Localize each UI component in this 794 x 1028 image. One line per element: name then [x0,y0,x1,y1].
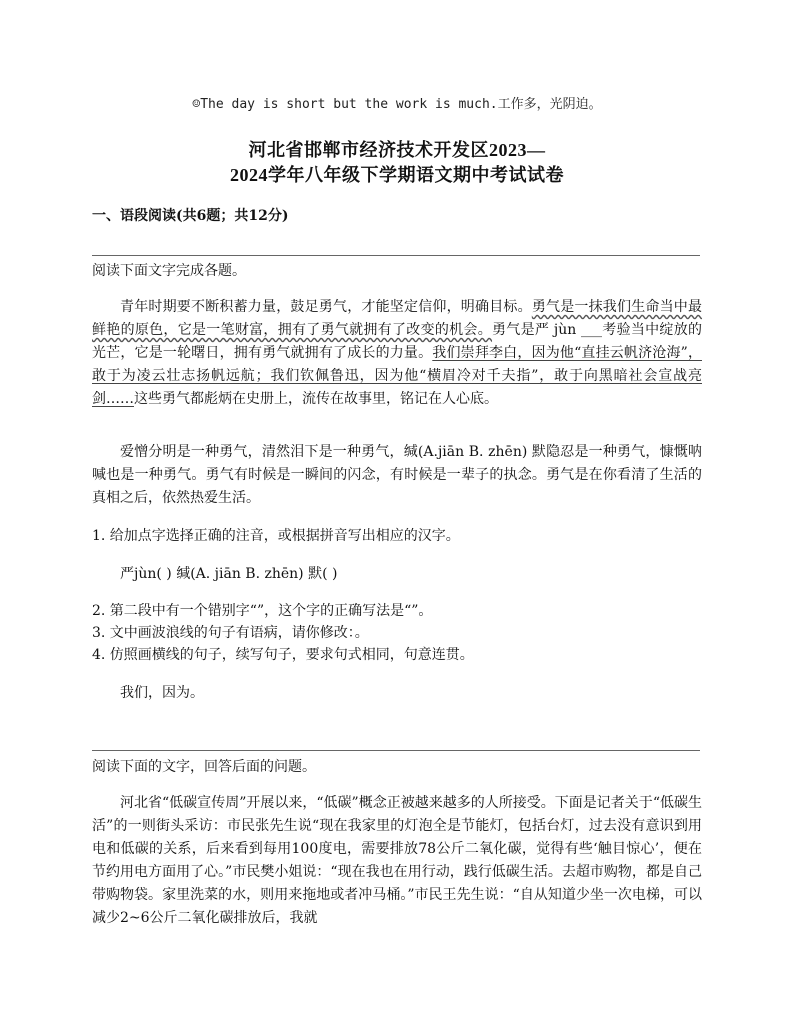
reading2-intro: 阅读下面的文字，回答后面的问题。 [92,759,316,775]
reading2-paragraph-1: 河北省“低碳宣传周”开展以来，“低碳”概念正被越来越多的人所接受。下面是记者关于“低碳生活”的一则街头采访：市民张先生说“现在我家里的灯泡全是节能灯，包括台灯，过去没有意识到用电和低碳的关系，后来看到每用100度电，需要排放78公斤二氧化碳，觉得有些‘触目惊心’，便在节约用电方面用了心。”市民樊小姐说：“现在我也在用行动，践行低碳生活。去超市购物，都是自己带购物袋。家里洗菜的水，则用来拖地或者冲马桶。”市民王先生说：“自从知道少坐一次电梯，可以减少2~6公斤二氧化碳排放后，我就 [92,795,702,926]
question-4-answer: 我们，因为。 [120,685,204,701]
p1-sentence-b: 勇气是严 jùn ___考验当中绽放的光芒，它是一轮曙日，拥有勇气就拥有了成长的力量。 [92,322,703,361]
question-3: 3. 文中画波浪线的句子有语病，请你修改：。 [92,625,369,641]
p1-underlined-sentence: 我们崇拜李白，因为他“直挂云帆济沧海”，敢于为凌云壮志扬帆远航；我们钦佩鲁迅，因为他“横眉冷对千夫指”，敢于向黑暗社会宣战亮剑…… [92,345,702,407]
question-2: 2. 第二段中有一个错别字“”，这个字的正确写法是“”。 [92,603,433,619]
p1-sentence-a: 青年时期要不断积蓄力量，鼓足勇气，才能坚定信仰，明确目标。 [120,299,532,315]
header-motto: ☺The day is short but the work is much.工作多，光阴迫。 [192,97,602,112]
p1-sentence-c: 这些勇气都彪炳在史册上，流传在故事里，铭记在人心底。 [134,391,498,407]
reading1-paragraph-2: 爱憎分明是一种勇气，清然泪下是一种勇气，缄(A.jiān B. zhēn) 默隐忍是一种勇气，慷慨呐喊也是一种勇气。勇气有时候是一瞬间的闪念，有时候是一辈子的执念。勇气是在你看清了生活的真相之后，依然热爱生活。 [92,444,702,506]
reading1-intro: 阅读下面文字完成各题。 [92,263,246,279]
question-4: 4. 仿照画横线的句子，续写句子，要求句式相同，句意连贯。 [92,647,474,663]
divider-top [92,255,700,256]
exam-title-line1: 河北省邯郸市经济技术开发区2023— [248,140,546,160]
exam-title-line2: 2024学年八年级下学期语文期中考试试卷 [230,165,564,185]
divider-bottom [92,750,700,751]
question-1: 1. 给加点字选择正确的注音，或根据拼音写出相应的汉字。 [92,528,460,544]
p1-wavy-sentence: 勇气是一抹我们生命当中最鲜艳的原色，它是一笔财富，拥有了勇气就拥有了改变的机会。 [92,299,703,338]
section-heading: 一、语段阅读(共6题；共12分) [92,208,289,224]
question-1-blanks: 严jùn( ) 缄(A. jiān B. zhēn) 默( ) [120,566,338,582]
reading1-paragraph-1 [92,296,702,411]
